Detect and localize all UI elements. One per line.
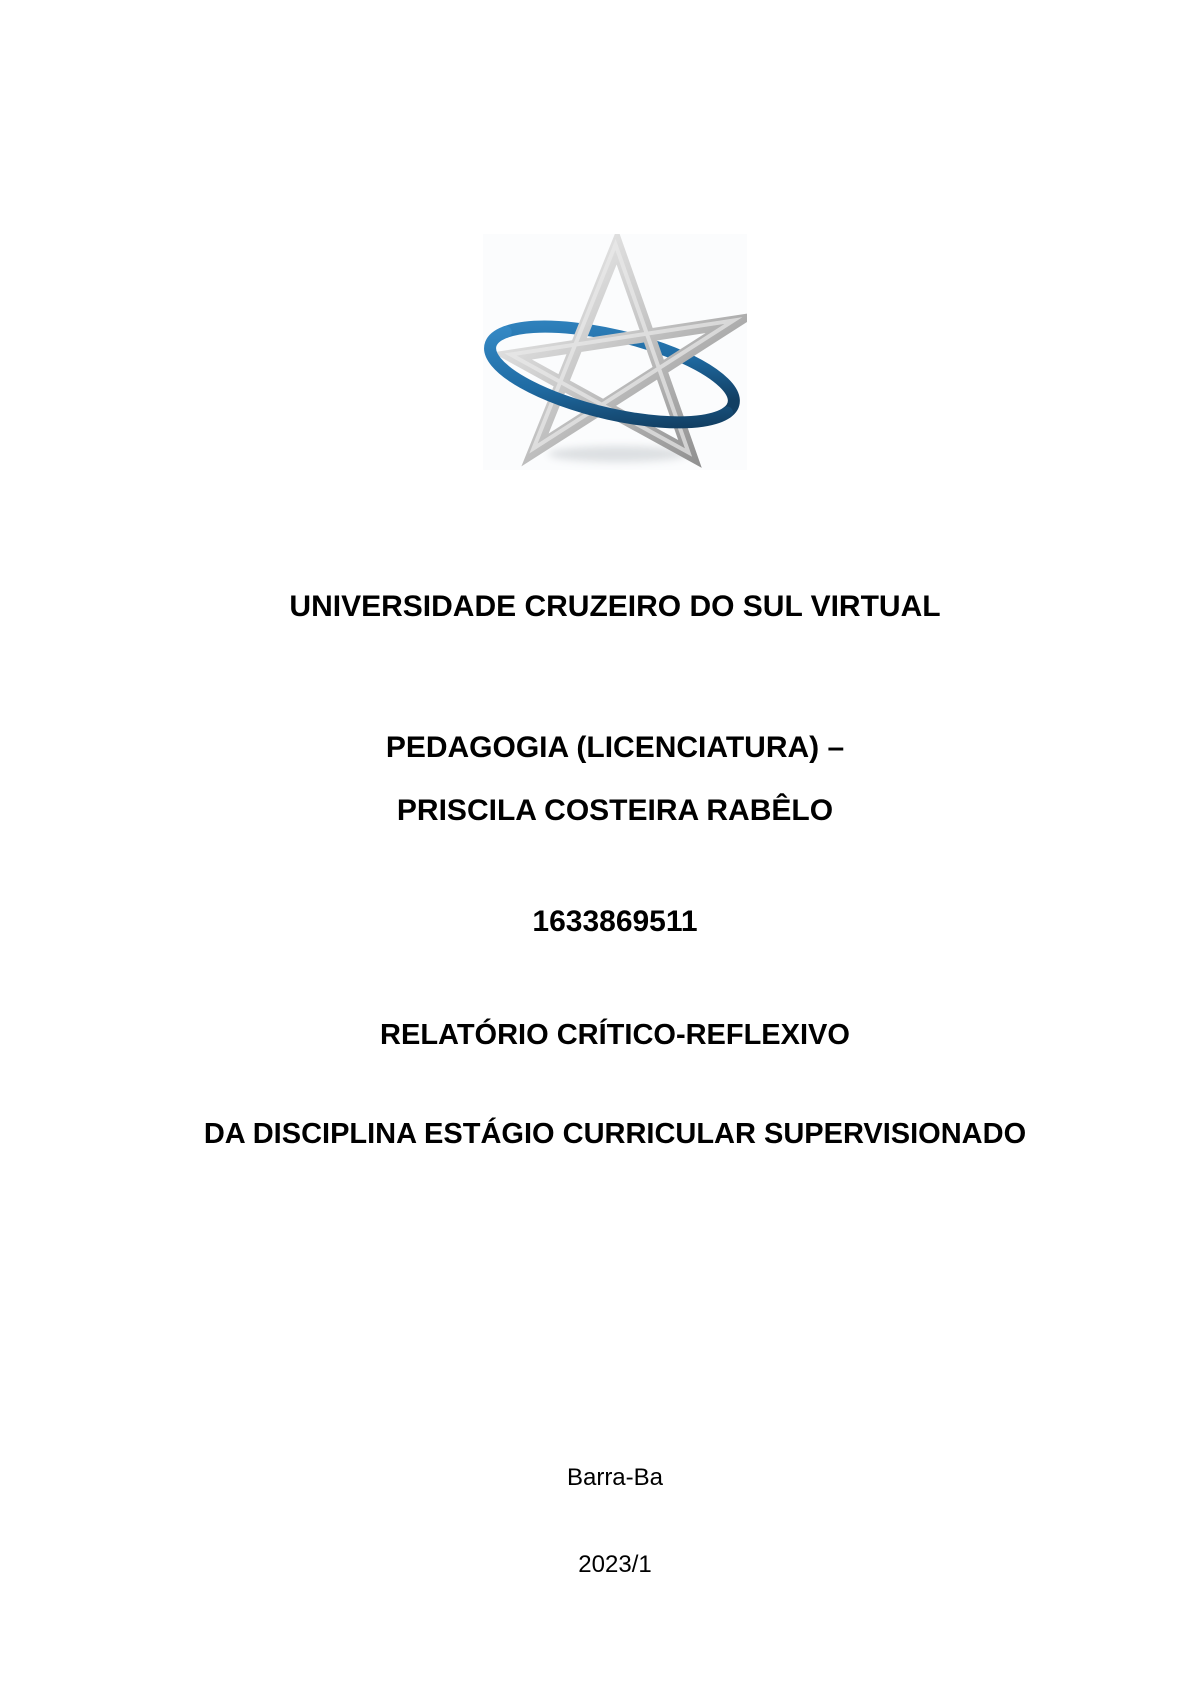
report-title-line2: DA DISCIPLINA ESTÁGIO CURRICULAR SUPERVISIONADO: [203, 1118, 1027, 1150]
report-title-line1: RELATÓRIO CRÍTICO-REFLEXIVO: [380, 1019, 850, 1051]
course-name: PEDAGOGIA (LICENCIATURA) –: [385, 731, 845, 764]
author-name: PRISCILA COSTEIRA RABÊLO: [396, 794, 834, 827]
report-title: [30, 953, 1200, 1217]
university-name: UNIVERSIDADE CRUZEIRO DO SUL VIRTUAL: [289, 590, 941, 623]
cover-footer: [30, 1405, 1200, 1637]
period: 2023/1: [578, 1551, 652, 1578]
cruzeiro-do-sul-logo-icon: [483, 234, 747, 470]
university-logo: [483, 234, 747, 470]
author-id: 1633869511: [532, 905, 698, 938]
location: Barra-Ba: [566, 1464, 664, 1491]
